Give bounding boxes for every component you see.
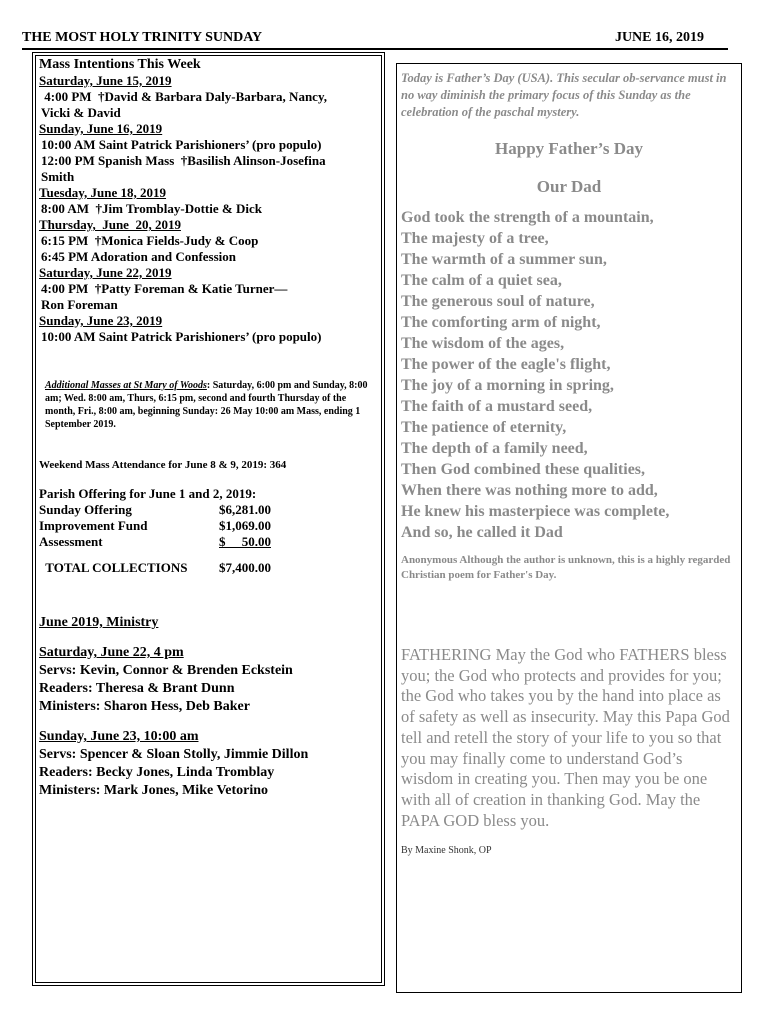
offering-row <box>39 502 378 518</box>
poem-line: And so, he called it Dad <box>401 524 563 541</box>
intention-entry: Vicki & David <box>41 105 121 120</box>
offering-label: Assessment <box>39 534 103 549</box>
poem-line: He knew his masterpiece was complete, <box>401 503 670 520</box>
ministry-servers: Servs: Kevin, Connor & Brenden Eckstein <box>39 663 293 678</box>
bulletin-date: JUNE 16, 2019 <box>614 30 704 45</box>
left-column <box>32 52 385 986</box>
poem-line: When there was nothing more to add, <box>401 482 658 499</box>
additional-masses <box>39 379 378 431</box>
total-amount: $7,400.00 <box>219 560 271 575</box>
total-label: TOTAL COLLECTIONS <box>39 560 188 575</box>
fathers-day-intro: Today is Father’s Day (USA). This secular ob-servance must in no way diminish the primary focus of this Sunday as the celebration of the paschal mystery. <box>401 71 727 119</box>
additional-masses-label: Additional Masses at St Mary of Woods <box>45 380 207 391</box>
poem-line: The comforting arm of night, <box>401 314 601 331</box>
poem <box>401 207 737 543</box>
poem-line: The patience of eternity, <box>401 419 567 436</box>
poem-line: The power of the eagle's flight, <box>401 356 611 373</box>
offering-total-row <box>39 560 378 576</box>
intention-entry: 8:00 AM †Jim Tromblay-Dottie & Dick <box>41 201 262 216</box>
bulletin-title: THE MOST HOLY TRINITY SUNDAY <box>22 30 263 45</box>
poem-line: The faith of a mustard seed, <box>401 398 593 415</box>
poem-attribution: Anonymous Although the author is unknown, this is a highly regarded Christian poem for Father's Day. <box>401 554 731 581</box>
poem-line: God took the strength of a mountain, <box>401 209 654 226</box>
poem-line: The wisdom of the ages, <box>401 335 565 352</box>
offering-row <box>39 518 378 534</box>
ministry-servers: Servs: Spencer & Sloan Stolly, Jimmie Dillon <box>39 747 309 762</box>
offering-amount: $1,069.00 <box>219 518 271 533</box>
intention-entry: 10:00 AM Saint Patrick Parishioners’ (pro populo) <box>41 137 322 152</box>
our-dad-heading: Our Dad <box>536 177 602 196</box>
intention-day: Sunday, June 23, 2019 <box>39 313 163 328</box>
happy-fathers-day-heading: Happy Father’s Day <box>495 139 643 158</box>
intention-entry: 10:00 AM Saint Patrick Parishioners’ (pro populo) <box>41 329 322 344</box>
ministry-title: June 2019, Ministry <box>39 615 159 630</box>
right-column <box>396 63 742 993</box>
additional-masses-text: : Saturday, 6:00 pm and Sunday, 8:00 am; Wed. 8:00 am, Thurs, 6:15 pm, second and fourth Thursday of the month, Fri., 8:00 am, beginning Sunday: 26 May 10:00 am Mass, ending 1 September 2019. <box>45 380 368 430</box>
poem-line: The joy of a morning in spring, <box>401 377 614 394</box>
offering-row <box>39 534 378 550</box>
ministry-date: Sunday, June 23, 10:00 am <box>39 729 199 744</box>
poem-line: The depth of a family need, <box>401 440 588 457</box>
intention-day: Sunday, June 16, 2019 <box>39 121 163 136</box>
poem-line: The calm of a quiet sea, <box>401 272 562 289</box>
intention-entry: 6:15 PM †Monica Fields-Judy & Coop <box>41 233 259 248</box>
intention-day: Thursday, June 20, 2019 <box>39 217 181 232</box>
mass-intentions-list <box>39 73 378 345</box>
offering-title: Parish Offering for June 1 and 2, 2019: <box>39 486 257 501</box>
intention-entry: 4:00 PM †Patty Foreman & Katie Turner— <box>41 281 288 296</box>
mass-attendance: Weekend Mass Attendance for June 8 & 9, 2019: 364 <box>39 459 287 471</box>
ministry-group <box>39 728 378 800</box>
intention-day: Tuesday, June 18, 2019 <box>39 185 167 200</box>
poem-line: The generous soul of nature, <box>401 293 595 310</box>
intention-entry: 6:45 PM Adoration and Confession <box>41 249 237 264</box>
ministry-group <box>39 644 378 716</box>
poem-line: The warmth of a summer sun, <box>401 251 607 268</box>
ministry-readers: Readers: Becky Jones, Linda Tromblay <box>39 765 275 780</box>
intention-entry: 4:00 PM †David & Barbara Daly-Barbara, Nancy, <box>41 89 327 104</box>
offering-amount: $ 50.00 <box>219 534 271 549</box>
offering-amount: $6,281.00 <box>219 502 271 517</box>
blessing-byline: By Maxine Shonk, OP <box>401 845 492 857</box>
page-header <box>22 30 728 50</box>
ministry-readers: Readers: Theresa & Brant Dunn <box>39 681 235 696</box>
intention-entry: 12:00 PM Spanish Mass †Basilish Alinson-Josefina <box>41 153 326 168</box>
intention-entry: Smith <box>41 169 75 184</box>
intention-day: Saturday, June 15, 2019 <box>39 73 172 88</box>
mass-intentions-title: Mass Intentions This Week <box>39 57 201 72</box>
fathering-blessing: FATHERING May the God who FATHERS bless you; the God who protects and provides for you; the God who takes you by the hand into place as of safety as well as insecurity. May this Papa God tell and retell the story of your life to you so that you may finally come to understand God’s wisdom in creating you. Then may you be one with all of creation in thanking God. May the PAPA GOD bless you. <box>401 645 730 830</box>
offering-label: Improvement Fund <box>39 518 148 533</box>
poem-line: The majesty of a tree, <box>401 230 549 247</box>
offering-label: Sunday Offering <box>39 502 132 517</box>
ministry-ministers: Ministers: Mark Jones, Mike Vetorino <box>39 783 269 798</box>
intention-entry: Ron Foreman <box>41 297 118 312</box>
ministry-date: Saturday, June 22, 4 pm <box>39 645 184 660</box>
intention-day: Saturday, June 22, 2019 <box>39 265 172 280</box>
ministry-ministers: Ministers: Sharon Hess, Deb Baker <box>39 699 250 714</box>
poem-line: Then God combined these qualities, <box>401 461 646 478</box>
